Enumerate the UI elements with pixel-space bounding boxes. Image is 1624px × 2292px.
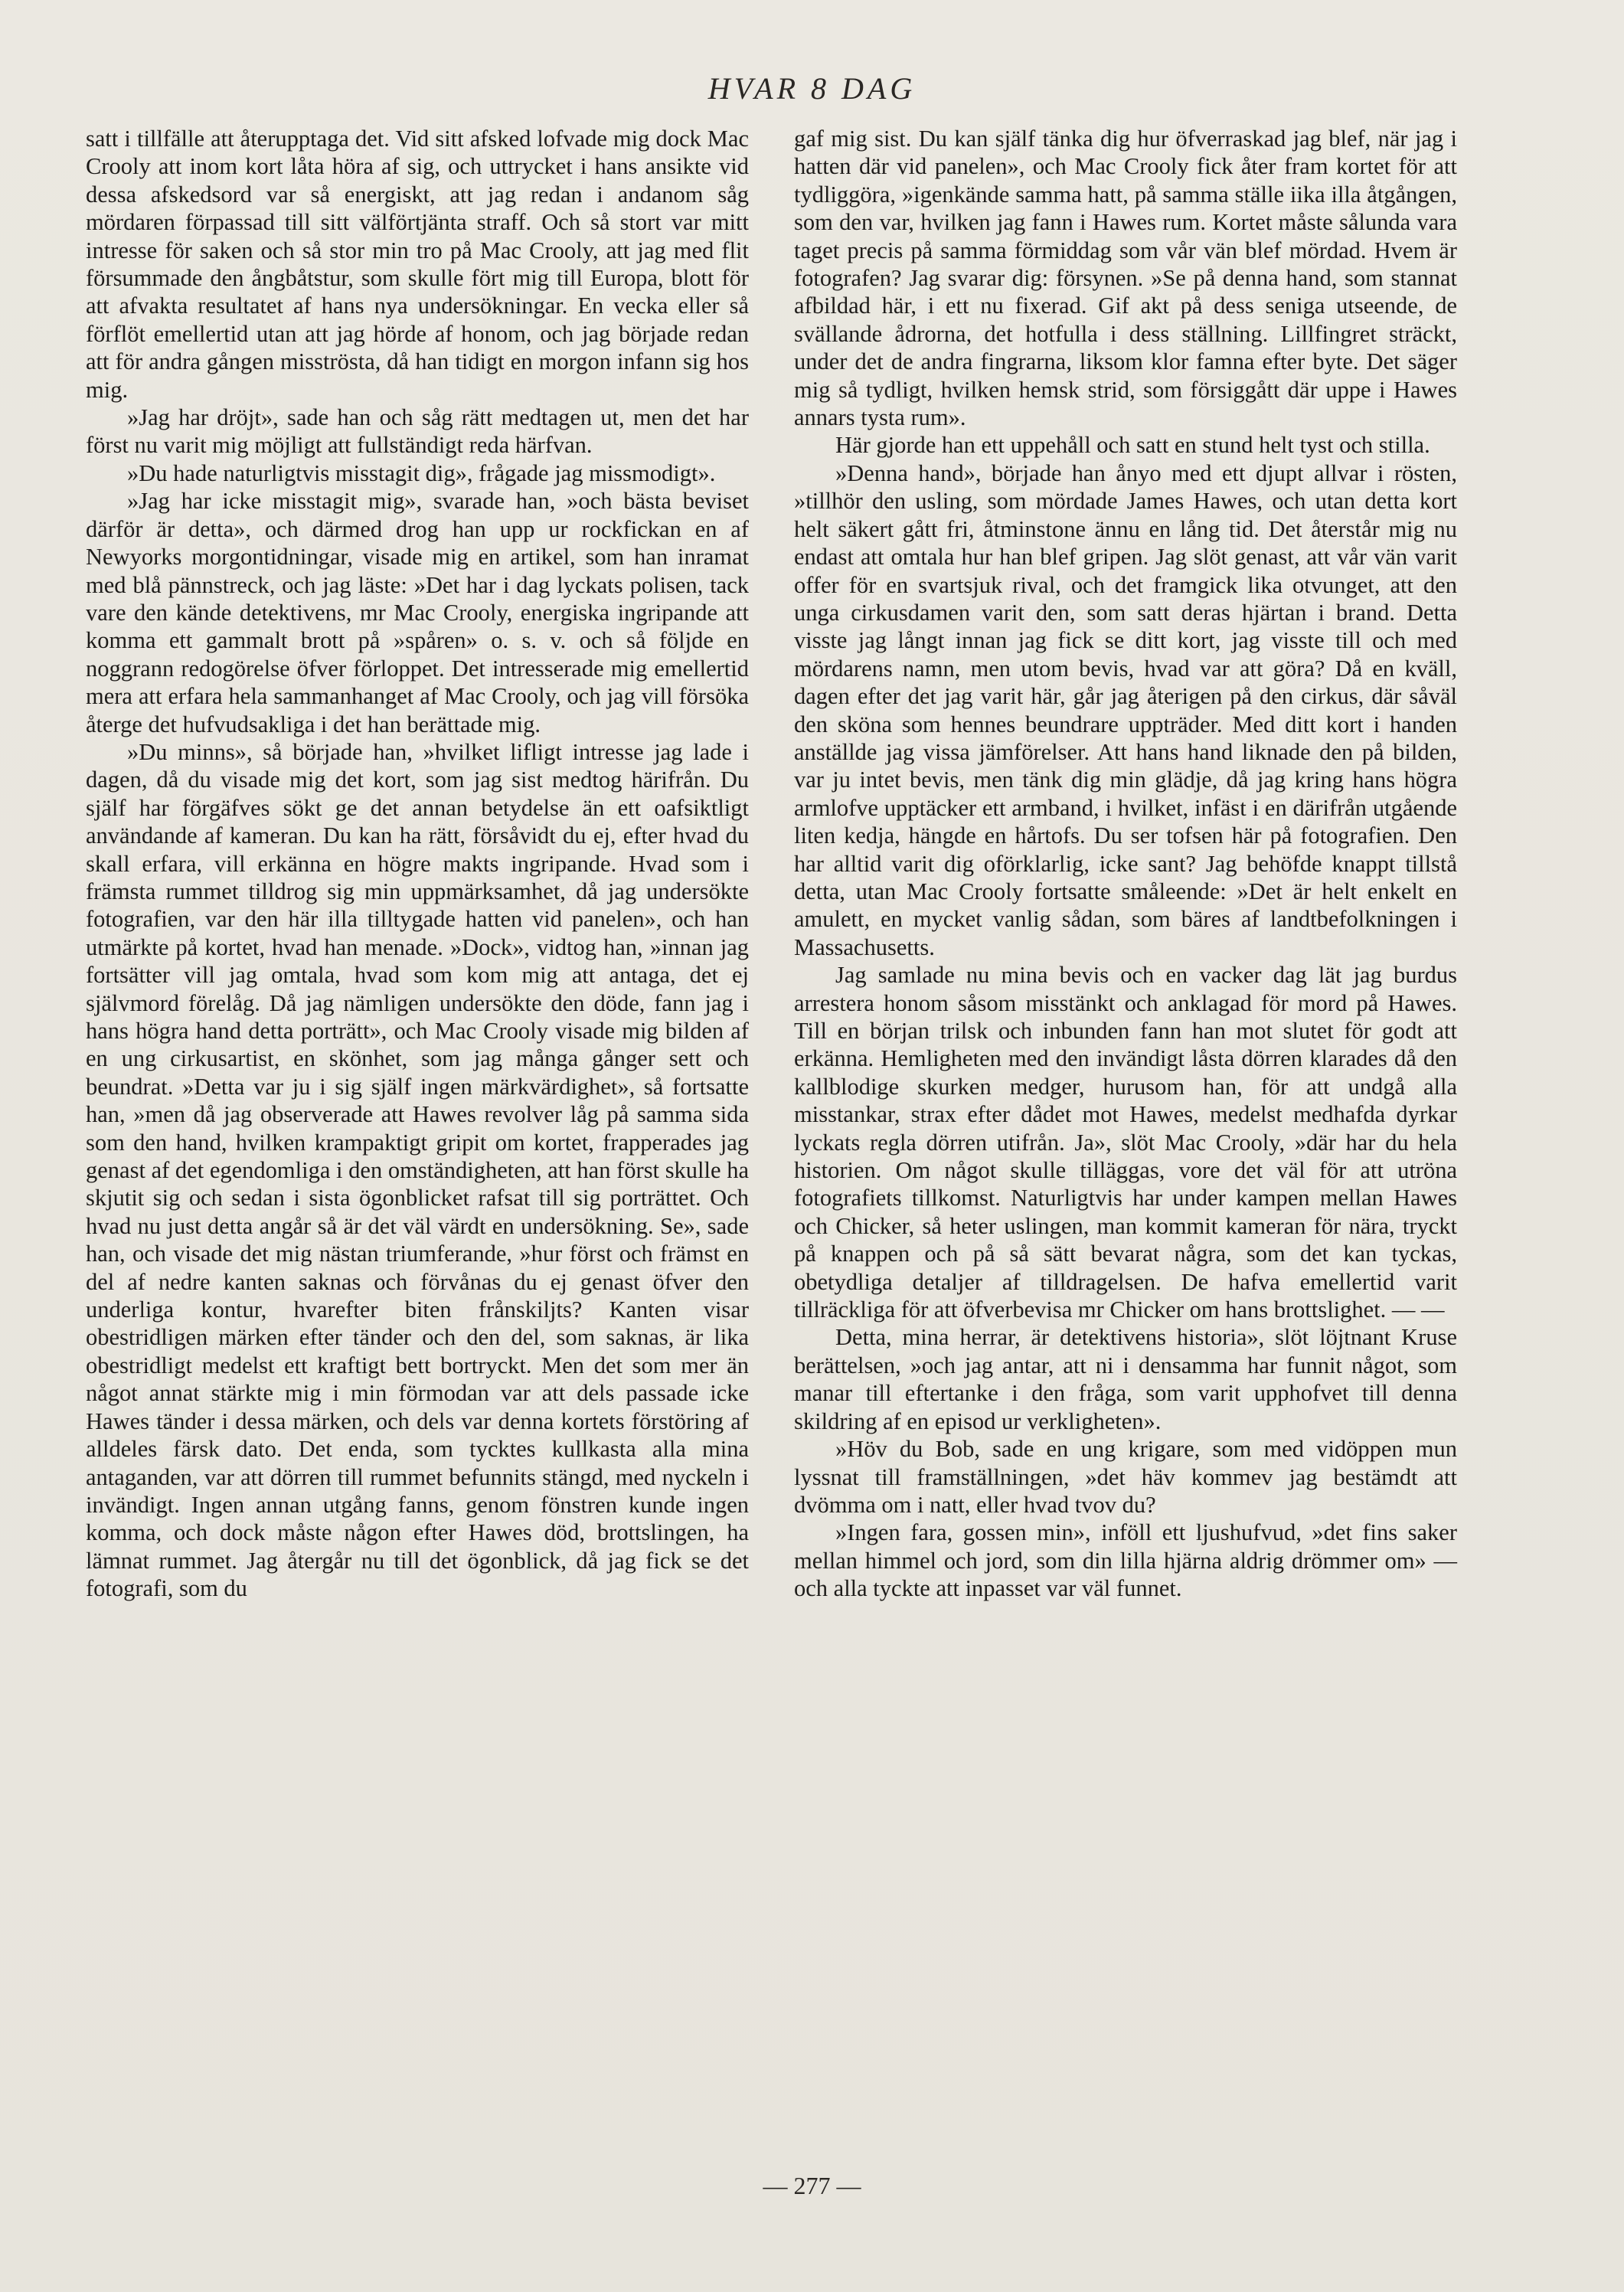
paragraph: Jag samlade nu mina bevis och en vacker dag lät jag burdus arrestera honom såsom misstänkt och anklagad för mord på Hawes. Till en början trilsk och inbunden fann han mot slutet för godt att erkänna. Hemligheten med den invändigt låsta dörren klarades då den kallblodige skurken medger, hurusom han, för att undgå alla misstankar, strax efter dådet mot Hawes, medelst medhafda dyrkar lyckats regla dörren utifrån. Ja», slöt Mac Crooly, »där har du hela historien. Om något skulle tilläggas, vore det väl för att utröna fotografiets tillkomst. Naturligtvis har under kampen mellan Hawes och Chicker, så heter uslingen, man kommit kameran för nära, tryckt på knappen och på så sätt bevarat några, som det kan tyckas, obetydliga detaljer af tilldragelsen. De hafva emellertid varit tillräckliga för att öfverbevisa mr Chicker om hans brottslighet. — —	[794, 962, 1457, 1323]
running-head: HVAR 8 DAG	[707, 71, 917, 106]
paragraph: »Du hade naturligtvis misstagit dig», frågade jag missmodigt».	[127, 459, 716, 486]
paragraph: Detta, mina herrar, är detektivens historia», slöt löjtnant Kruse berättelsen, »och jag antar, att ni i densamma har funnit något, som manar till eftertanke i den fråga, som varit upphofvet till denna skildring af en episod ur verkligheten».	[794, 1324, 1457, 1434]
paragraph: gaf mig sist. Du kan själf tänka dig hur öfverraskad jag blef, när jag i hatten där vid panelen», och Mac Crooly fick åter fram kortet för att tydliggöra, »igenkände samma hatt, på samma ställe iika illa åtgången, som den var, hvilken jag fann i Hawes rum. Kortet måste sålunda vara taget precis på samma förmiddag som vår vän blef mördad. Hvem är fotografen? Jag svarar dig: försynen. »Se på denna hand, som stannat afbildad här, i ett nu fixerad. Gif akt på dess seniga utseende, de svällande ådrorna, det hotfulla i dess ställning. Lillfingret sträckt, under det de andra fingrarna, liksom klor famna efter byte. Det säger mig så tydligt, hvilken hemsk strid, som försiggått där uppe i Hawes annars tysta rum».	[794, 126, 1457, 431]
paragraph: »Jag har dröjt», sade han och såg rätt medtagen ut, men det har först nu varit mig möjligt att fullständigt reda härfvan.	[86, 404, 749, 459]
paragraph: »Höv du Bob, sade en ung krigare, som med vidöppen mun lyssnat till framställningen, »det häv kommev jag bestämdt att dvömma om i natt, eller hvad tvov du?	[794, 1436, 1457, 1518]
page-number: — 277 —	[763, 2172, 861, 2199]
right-column	[794, 125, 1457, 1603]
paragraph: »Jag har icke misstagit mig», svarade han, »och bästa beviset därför är detta», och därmed drog han upp ur rockfickan en af Newyorks morgontidningar, visade mig en artikel, som han inramat med blå pännstreck, och jag läste: »Det har i dag lyckats polisen, tack vare den kände detektivens, mr Mac Crooly, energiska ingripande att komma ett gammalt brott på »spåren» o. s. v. och så följde en noggrann redogörelse öfver förloppet. Det intresserade mig emellertid mera att erfara hela sammanhanget af Mac Crooly, och jag vill försöka återge det hufvudsakliga i det han berättade mig.	[86, 488, 749, 737]
left-column	[86, 125, 749, 1603]
paragraph: »Denna hand», började han ånyo med ett djupt allvar i rösten, »tillhör den usling, som mördade James Hawes, och utan detta kort helt säkert gått fri, åtminstone ännu en lång tid. Det återstår mig nu endast att omtala hur han blef gripen. Jag slöt genast, att vår vän varit offer för en svartsjuk rival, och det framgick lika otvunget, att den unga cirkusdamen varit den, som satt deras hjärtan i brand. Detta visste jag långt innan jag fick se ditt kort, jag visste till och med mördarens namn, men utom bevis, hvad var att göra? Då en kväll, dagen efter det jag varit här, går jag återigen på den cirkus, där såväl den sköna som hennes beundrare uppträder. Med ditt kort i handen anställde jag vissa jämförelser. Att hans hand liknade den på bilden, var ju intet bevis, men tänk dig min glädje, då jag kring hans högra armlofve upptäcker ett armband, i hvilket, infäst i en därifrån utgående liten kedja, hängde en hårtofs. Du ser tofsen här på fotografien. Den har alltid varit dig oförklarlig, icke sant? Jag behöfde knappt tillstå detta, utan Mac Crooly fortsatte småleende: »Det är helt enkelt en amulett, en mycket vanlig sådan, som bäres af landtbefolkningen i Massachusetts.	[794, 459, 1457, 960]
paragraph: Här gjorde han ett uppehåll och satt en stund helt tyst och stilla.	[835, 432, 1430, 459]
paragraph: satt i tillfälle att återupptaga det. Vid sitt afsked lofvade mig dock Mac Crooly att inom kort låta höra af sig, och uttrycket i hans ansikte vid dessa afskedsord var så energiskt, att jag redan i andanom såg mördaren förpassad till sitt välförtjänta straff. Och så stort var mitt intresse för saken och så stor min tro på Mac Crooly, att jag med flit försummade den ångbåtstur, som skulle fört mig till Europa, blott för att afvakta resultatet af hans nya undersökningar. En vecka eller så förflöt emellertid utan att jag hörde af honom, och jag började redan att för andra gången misströsta, då han tidigt en morgon infann sig hos mig.	[86, 126, 749, 403]
paragraph: »Ingen fara, gossen min», inföll ett ljushufvud, »det fins saker mellan himmel och jord, som din lilla hjärna aldrig drömmer om» — och alla tyckte att inpasset var väl funnet.	[794, 1519, 1457, 1602]
paragraph: »Du minns», så började han, »hvilket lifligt intresse jag lade i dagen, då du visade mig det kort, som jag sist medtog härifrån. Du själf har förgäfves sökt ge det annan betydelse än ett oafsiktligt användande af kameran. Du kan ha rätt, försåvidt du ej, efter hvad du skall erfara, vill erkänna en högre makts ingripande. Hvad som i främsta rummet tilldrog sig min uppmärksamhet, då jag undersökte fotografien, var den här illa tilltygade hatten vid panelen», och han utmärkte på kortet, hvad han menade. »Dock», vidtog han, »innan jag fortsätter vill jag omtala, hvad som kom mig att antaga, det ej självmord förelåg. Då jag nämligen undersökte den döde, fann jag i hans högra hand detta porträtt», och Mac Crooly visade mig bilden af en ung cirkusartist, en skönhet, som jag många gånger sett och beundrat. »Detta var ju i sig själf ingen märkvärdighet», så fortsatte han, »men då jag observerade att Hawes revolver låg på samma sida som den hand, hvilken krampaktigt gripit om kortet, frapperades jag genast af det egendomliga i den omständigheten, att han först skulle ha skjutit sig och sedan i sista ögonblicket rafsat till sig porträttet. Och hvad nu just detta angår så är det väl värdt en undersökning. Se», sade han, och visade det mig nästan triumferande, »hur först och främst en del af nedre kanten saknas och förvånas du ej genast öfver den underliga kontur, hvarefter biten frånskiljts? Kanten visar obestridligen märken efter tänder och den del, som saknas, är lika obestridligt medelst ett kraftigt bett bortryckt. Men det som mer än något annat stärkte mig i min förmodan var att dels passade icke Hawes tänder i dessa märken, och dels var denna kortets förstöring af alldeles färsk dato. Det enda, som tycktes kullkasta alla mina antaganden, var att dörren till rummet befunnits stängd, med nyckeln i invändigt. Ingen annan utgång fanns, genom fönstren kunde ingen komma, och dock måste någon efter Hawes död, brottslingen, ha lämnat rummet. Jag återgår nu till det ögonblick, då jag fick se det fotografi, som du	[86, 738, 749, 1602]
